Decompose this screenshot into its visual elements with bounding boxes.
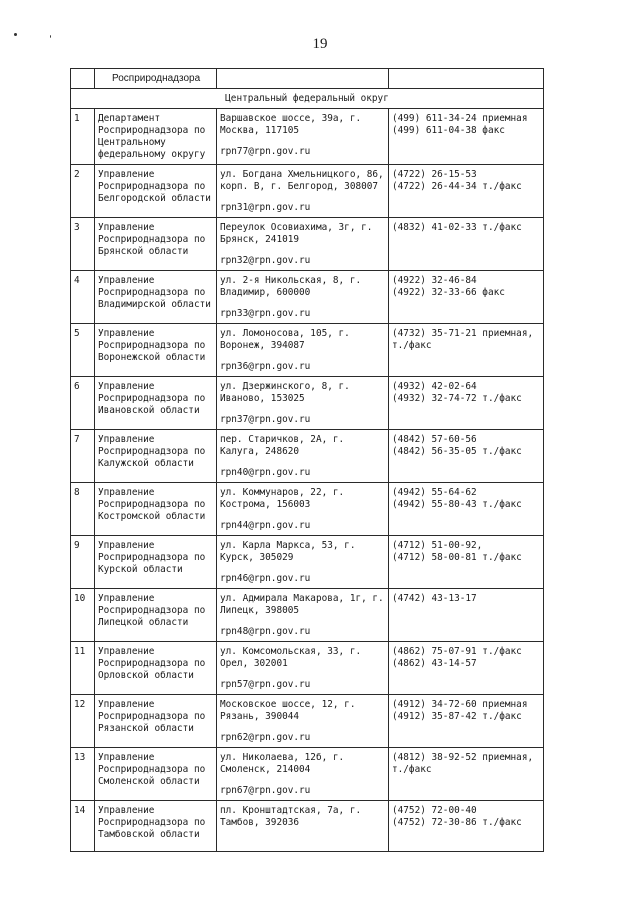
office-address (217, 801, 389, 852)
address-line: Иваново, 153025 (220, 393, 305, 404)
row-number: 4 (71, 271, 95, 324)
office-name-line: Департамент (98, 113, 161, 124)
office-name-line: Управление (98, 699, 155, 710)
email-address: rpn62@rpn.gov.ru (220, 732, 311, 743)
office-name-line: Росприроднадзора по (98, 446, 206, 457)
office-name-line: Росприроднадзора по (98, 287, 206, 298)
phone-line: (4932) 42-02-64 (392, 381, 477, 392)
table-header-row (71, 69, 544, 89)
address-line: ул. Богдана Хмельницкого, 86, (220, 169, 384, 180)
email-address: rpn67@rpn.gov.ru (220, 785, 311, 796)
table-row (71, 218, 544, 271)
page-number: 19 (312, 36, 328, 52)
office-name-line: Управление (98, 646, 155, 657)
phone-line: (499) 611-04-38 факс (392, 125, 505, 136)
phone-line: (4862) 75-07-91 т./факс (392, 646, 522, 657)
office-name-line: Росприроднадзора по (98, 658, 206, 669)
phone-line: (4712) 58-00-81 т./факс (392, 552, 522, 563)
office-name-line: Управление (98, 487, 155, 498)
office-name-line: Росприроднадзора по (98, 393, 206, 404)
office-phones (389, 324, 544, 377)
office-name-line: Управление (98, 593, 155, 604)
office-name-line: Тамбовской области (98, 829, 200, 840)
office-name-line: Росприроднадзора по (98, 181, 206, 192)
office-name (95, 589, 217, 642)
office-name-line: Липецкой области (98, 617, 189, 628)
office-name (95, 324, 217, 377)
office-name-line: Орловской области (98, 670, 194, 681)
office-phones (389, 589, 544, 642)
office-address (217, 642, 389, 695)
table-row (71, 801, 544, 852)
phone-line: (499) 611-34-24 приемная (392, 113, 528, 124)
office-name (95, 109, 217, 165)
office-name-line: Управление (98, 805, 155, 816)
office-phones (389, 430, 544, 483)
table-row (71, 483, 544, 536)
office-name-line: Смоленской области (98, 776, 200, 787)
phone-line: (4942) 55-80-43 т./факс (392, 499, 522, 510)
table-row (71, 377, 544, 430)
office-name-line: Росприроднадзора по (98, 605, 206, 616)
row-number: 9 (71, 536, 95, 589)
header-org-label: Росприроднадзора (112, 73, 201, 84)
office-name-line: Росприроднадзора по (98, 340, 206, 351)
header-cell (71, 69, 95, 89)
address-line: Московское шоссе, 12, г. (220, 699, 356, 710)
phone-line: (4722) 26-15-53 (392, 169, 477, 180)
table-row (71, 271, 544, 324)
address-line: корп. В, г. Белгород, 308007 (220, 181, 379, 192)
address-line: Орел, 302001 (220, 658, 288, 669)
office-name-line: Белгородской области (98, 193, 211, 204)
row-number: 1 (71, 109, 95, 165)
office-phones (389, 165, 544, 218)
address-line: Тамбов, 392036 (220, 817, 300, 828)
office-name-line: федеральному округу (98, 149, 206, 160)
address-line: пер. Старичков, 2А, г. (220, 434, 345, 445)
office-name (95, 748, 217, 801)
office-name-line: Росприроднадзора по (98, 817, 206, 828)
office-name-line: Управление (98, 540, 155, 551)
table-row (71, 165, 544, 218)
office-name-line: Росприроднадзора по (98, 711, 206, 722)
office-name-line: Управление (98, 752, 155, 763)
email-address: rpn77@rpn.gov.ru (220, 146, 311, 157)
office-phones (389, 748, 544, 801)
row-number: 13 (71, 748, 95, 801)
office-phones (389, 801, 544, 852)
office-name (95, 801, 217, 852)
phone-line: (4752) 72-00-40 (392, 805, 477, 816)
office-address (217, 109, 389, 165)
email-address: rpn33@rpn.gov.ru (220, 308, 311, 319)
row-number: 11 (71, 642, 95, 695)
table-row (71, 695, 544, 748)
row-number: 10 (71, 589, 95, 642)
office-address (217, 430, 389, 483)
phone-line: (4732) 35-71-21 приемная, (392, 328, 534, 339)
office-name-line: Ивановской области (98, 405, 200, 416)
header-cell (389, 69, 544, 89)
office-name (95, 377, 217, 430)
office-name (95, 271, 217, 324)
office-phones (389, 483, 544, 536)
office-address (217, 695, 389, 748)
office-name-line: Костромской области (98, 511, 206, 522)
office-address (217, 271, 389, 324)
address-line: ул. Комсомольская, 33, г. (220, 646, 362, 657)
office-name-line: Центральному (98, 137, 166, 148)
phone-line: (4912) 35-87-42 т./факс (392, 711, 522, 722)
office-name-line: Калужской области (98, 458, 194, 469)
phone-line: (4912) 34-72-60 приемная (392, 699, 528, 710)
phone-line: (4742) 43-13-17 (392, 593, 477, 604)
office-name (95, 218, 217, 271)
office-name-line: Росприроднадзора по (98, 764, 206, 775)
address-line: пл. Кронштадтская, 7а, г. (220, 805, 362, 816)
table-row (71, 589, 544, 642)
phone-line: т./факс (392, 340, 432, 351)
phone-line: (4752) 72-30-86 т./факс (392, 817, 522, 828)
office-address (217, 324, 389, 377)
address-line: ул. Адмирала Макарова, 1г, г. (220, 593, 384, 604)
address-line: ул. 2-я Никольская, 8, г. (220, 275, 362, 286)
address-line: Варшавское шоссе, 39а, г. (220, 113, 362, 124)
row-number: 14 (71, 801, 95, 852)
office-phones (389, 109, 544, 165)
address-line: Воронеж, 394087 (220, 340, 305, 351)
email-address: rpn32@rpn.gov.ru (220, 255, 311, 266)
office-phones (389, 377, 544, 430)
office-address (217, 536, 389, 589)
row-number: 2 (71, 165, 95, 218)
office-name (95, 536, 217, 589)
office-name-line: Росприроднадзора по (98, 234, 206, 245)
address-line: Калуга, 248620 (220, 446, 300, 457)
office-name-line: Управление (98, 275, 155, 286)
table-row (71, 430, 544, 483)
email-address: rpn31@rpn.gov.ru (220, 202, 311, 213)
office-name-line: Управление (98, 328, 155, 339)
district-title: Центральный федеральный округ (71, 89, 544, 109)
address-line: ул. Карла Маркса, 53, г. (220, 540, 356, 551)
office-phones (389, 695, 544, 748)
address-line: Рязань, 390044 (220, 711, 300, 722)
office-phones (389, 218, 544, 271)
office-name-line: Росприроднадзора по (98, 125, 206, 136)
address-line: ул. Дзержинского, 8, г. (220, 381, 350, 392)
office-directory-table (70, 68, 544, 852)
district-row (71, 89, 544, 109)
address-line: Владимир, 600000 (220, 287, 311, 298)
email-address: rpn40@rpn.gov.ru (220, 467, 311, 478)
office-name (95, 695, 217, 748)
email-address: rpn37@rpn.gov.ru (220, 414, 311, 425)
office-name-line: Курской области (98, 564, 183, 575)
office-address (217, 165, 389, 218)
table-row (71, 642, 544, 695)
phone-line: (4842) 56-35-05 т./факс (392, 446, 522, 457)
phone-line: (4942) 55-64-62 (392, 487, 477, 498)
phone-line: т./факс (392, 764, 432, 775)
address-line: Брянск, 241019 (220, 234, 300, 245)
email-address: rpn44@rpn.gov.ru (220, 520, 311, 531)
office-name-line: Росприроднадзора по (98, 499, 206, 510)
table-row (71, 109, 544, 165)
row-number: 6 (71, 377, 95, 430)
office-address (217, 748, 389, 801)
phone-line: (4922) 32-33-66 факс (392, 287, 505, 298)
office-address (217, 589, 389, 642)
office-name-line: Управление (98, 434, 155, 445)
phone-line: (4932) 32-74-72 т./факс (392, 393, 522, 404)
office-phones (389, 536, 544, 589)
phone-line: (4812) 38-92-52 приемная, (392, 752, 534, 763)
office-name-line: Владимирской области (98, 299, 211, 310)
phone-line: (4712) 51-00-92, (392, 540, 483, 551)
phone-line: (4832) 41-02-33 т./факс (392, 222, 522, 233)
table-row (71, 748, 544, 801)
office-phones (389, 271, 544, 324)
email-address: rpn48@rpn.gov.ru (220, 626, 311, 637)
address-line: Переулок Осовиахима, 3г, г. (220, 222, 373, 233)
office-name (95, 483, 217, 536)
row-number: 5 (71, 324, 95, 377)
office-name-line: Воронежской области (98, 352, 206, 363)
office-name-line: Управление (98, 222, 155, 233)
office-name (95, 165, 217, 218)
table-row (71, 536, 544, 589)
office-name-line: Брянской области (98, 246, 189, 257)
row-number: 7 (71, 430, 95, 483)
office-name-line: Рязанской области (98, 723, 194, 734)
address-line: Смоленск, 214004 (220, 764, 311, 775)
email-address: rpn46@rpn.gov.ru (220, 573, 311, 584)
office-name-line: Управление (98, 169, 155, 180)
header-cell (217, 69, 389, 89)
office-name-line: Росприроднадзора по (98, 552, 206, 563)
email-address: rpn36@rpn.gov.ru (220, 361, 311, 372)
address-line: ул. Коммунаров, 22, г. (220, 487, 345, 498)
address-line: ул. Николаева, 12б, г. (220, 752, 345, 763)
office-name-line: Управление (98, 381, 155, 392)
address-line: Курск, 305029 (220, 552, 294, 563)
phone-line: (4722) 26-44-34 т./факс (392, 181, 522, 192)
table-row (71, 324, 544, 377)
office-address (217, 483, 389, 536)
office-name (95, 430, 217, 483)
address-line: Москва, 117105 (220, 125, 300, 136)
office-name (95, 642, 217, 695)
office-phones (389, 642, 544, 695)
phone-line: (4862) 43-14-57 (392, 658, 477, 669)
row-number: 12 (71, 695, 95, 748)
address-line: Кострома, 156003 (220, 499, 311, 510)
email-address: rpn57@rpn.gov.ru (220, 679, 311, 690)
phone-line: (4922) 32-46-84 (392, 275, 477, 286)
office-address (217, 218, 389, 271)
phone-line: (4842) 57-60-56 (392, 434, 477, 445)
address-line: ул. Ломоносова, 105, г. (220, 328, 350, 339)
address-line: Липецк, 398005 (220, 605, 300, 616)
office-address (217, 377, 389, 430)
row-number: 3 (71, 218, 95, 271)
header-org-cell (95, 69, 217, 89)
row-number: 8 (71, 483, 95, 536)
